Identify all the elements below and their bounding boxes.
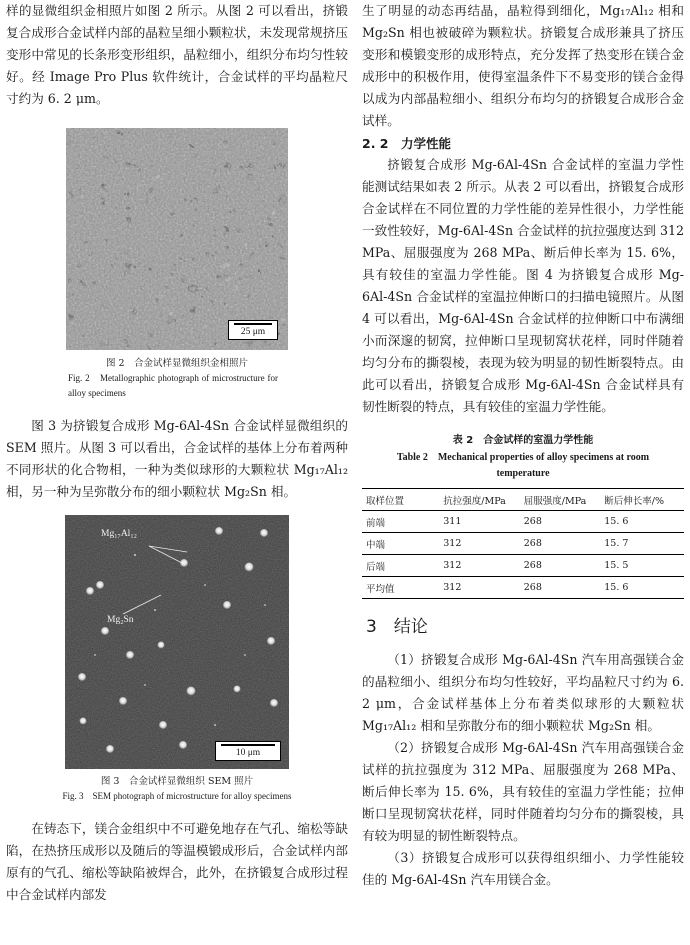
table-cell: 15. 6 xyxy=(604,582,629,593)
metallographic-image xyxy=(66,128,288,350)
mechanical-properties-table xyxy=(362,488,684,599)
conclusion-1: （1）挤锻复合成形 Mg-6Al-4Sn 汽车用高强镁合金的晶粒细小、组织分布均匀性较好，平均晶粒尺寸约为 6. 2 μm，合金试样基体上分布着类似球形的大颗粒状 Mg₁₇Al₁₂ 相和呈弥散分布的细小颗粒状 Mg₂Sn 相。 xyxy=(362,652,684,733)
figure-3-caption-cn: 图 3 合金试样显微组织 SEM 照片 xyxy=(100,776,254,787)
paragraph-mechanical: 挤锻复合成形 Mg-6Al-4Sn 合金试样的室温力学性能测试结果如表 2 所示。从表 2 可以看出，挤锻复合成形合金试样在不同位置的力学性能的差异性很小，力学性能一致性较好，Mg-6Al-4Sn 合金试样的抗拉强度达到 312 MPa、屈服强度为 268 MPa、断后伸长率为 15. 6%，具有较佳的室温力学性能。图 4 为挤锻复合成形 Mg-6Al-4Sn 合金试样的室温拉伸断口的扫描电镜照片。从图 4 可以看出，Mg-6Al-4Sn 合金试样的拉伸断口中布满细小而深邃的韧窝，拉伸断口呈现韧窝状花样，同时伴随着均匀分布的撕裂棱，表现为较为明显的韧性断裂特点。由此可以看出，挤锻复合成形 Mg-6Al-4Sn 合金试样具有韧性断裂的特点，具有较佳的室温力学性能。 xyxy=(362,157,684,414)
table-cell: 15. 5 xyxy=(604,560,629,571)
scale-bar-line xyxy=(221,744,275,746)
sem-image xyxy=(65,515,289,769)
figure-2-caption-cn: 图 2 合金试样显微组织金相照片 xyxy=(105,358,249,369)
section-3-heading: 3 结论 xyxy=(366,617,428,637)
sem-label-mg17al12: Mg₁₇Al₁₂ xyxy=(101,529,137,539)
scale-bar xyxy=(215,741,281,761)
table-header-cell: 抗拉强度/MPa xyxy=(443,495,506,507)
table-cell: 15. 7 xyxy=(604,538,629,549)
table-header-cell: 断后伸长率/% xyxy=(604,495,664,507)
table-cell: 268 xyxy=(523,582,542,593)
sem-photo xyxy=(65,515,289,769)
table-cell: 312 xyxy=(443,582,462,593)
right-column xyxy=(362,0,684,891)
figure-3-caption-en: Fig. 3 SEM photograph of microstructure for alloy specimens xyxy=(62,791,292,801)
paragraph-fig3-intro: 图 3 为挤锻复合成形 Mg-6Al-4Sn 合金试样显微组织的 SEM 照片。从图 3 可以看出，合金试样的基体上分布着两种不同形状的化合物相，一种为类似球形的大颗粒状 Mg₁₇Al₁₂ 相，另一种为呈弥散分布的细小颗粒状 Mg₂Sn 相。 xyxy=(6,418,348,499)
table-2 xyxy=(362,432,684,599)
paragraph-recrystallization: 生了明显的动态再结晶，晶粒得到细化，Mg₁₇Al₁₂ 相和 Mg₂Sn 相也被破碎为颗粒状。挤锻复合成形兼具了挤压变形和模锻变形的成形特点，充分发挥了热变形在镁合金成形中的积极作用，使得室温条件下不易变形的镁合金得以成为内部晶粒细小、组织分布均匀的挤锻复合成形合金试样。 xyxy=(362,3,684,128)
paragraph-fig2-intro: 样的显微组织金相照片如图 2 所示。从图 2 可以看出，挤锻复合成形合金试样内部的晶粒呈细小颗粒状，未发现常规挤压变形中常见的长条形变形组织，晶粒细小，组织分布均匀性较好。经 Image Pro Plus 软件统计，合金试样的平均晶粒尺寸约为 6. 2 μm。 xyxy=(6,3,348,106)
table-cell: 中端 xyxy=(366,539,386,551)
table-cell: 268 xyxy=(523,538,542,549)
table-row xyxy=(362,577,684,599)
metallographic-photo xyxy=(66,128,288,350)
conclusion-2: （2）挤锻复合成形 Mg-6Al-4Sn 汽车用高强镁合金试样的抗拉强度为 312 MPa、屈服强度为 268 MPa、断后伸长率为 15. 6%，具有较佳的室温力学性能；拉伸断口呈现韧窝状花样，同时伴随着均匀分布的撕裂棱，具有较为明显的韧性断裂特点。 xyxy=(362,740,684,843)
table-header-row xyxy=(362,489,684,511)
left-column xyxy=(6,0,348,906)
table-cell: 312 xyxy=(443,560,462,571)
table-cell: 311 xyxy=(443,516,462,527)
table-header-cell: 屈服强度/MPa xyxy=(523,495,587,507)
table-cell: 15. 6 xyxy=(604,516,629,527)
sem-label-mg2sn: Mg₂Sn xyxy=(107,615,134,625)
figure-2 xyxy=(66,128,288,350)
table-cell: 后端 xyxy=(366,561,386,573)
table-cell: 前端 xyxy=(366,517,386,529)
table-2-caption-en: Table 2 Mechanical properties of alloy specimens at room temperature xyxy=(396,452,650,479)
table-row xyxy=(362,555,684,577)
figure-3 xyxy=(65,515,289,769)
scale-bar-label: 25 μm xyxy=(240,327,266,337)
paragraph-defects: 在铸态下，镁合金组织中不可避免地存在气孔、缩松等缺陷，在热挤压成形以及随后的等温模锻成形后，合金试样内部原有的气孔、缩松等缺陷被焊合，此外，在挤锻复合成形过程中合金试样内部发 xyxy=(6,821,348,902)
table-cell: 312 xyxy=(443,538,462,549)
scale-bar-label: 10 μm xyxy=(235,748,261,758)
conclusion-3: （3）挤锻复合成形可以获得组织细小、力学性能较佳的 Mg-6Al-4Sn 汽车用镁合金。 xyxy=(362,850,684,887)
table-cell: 268 xyxy=(523,560,542,571)
table-header-cell: 取样位置 xyxy=(366,495,405,507)
section-2-2-heading: 2. 2 力学性能 xyxy=(362,136,451,151)
table-cell: 平均值 xyxy=(366,583,395,595)
table-cell: 268 xyxy=(523,516,542,527)
figure-2-caption-en: Fig. 2 Metallographic photograph of microstructure for alloy specimens xyxy=(68,373,278,398)
table-row xyxy=(362,511,684,533)
scale-bar-line xyxy=(234,323,272,325)
table-2-caption-cn: 表 2 合金试样的室温力学性能 xyxy=(452,435,594,446)
scale-bar xyxy=(228,320,278,340)
table-row xyxy=(362,533,684,555)
